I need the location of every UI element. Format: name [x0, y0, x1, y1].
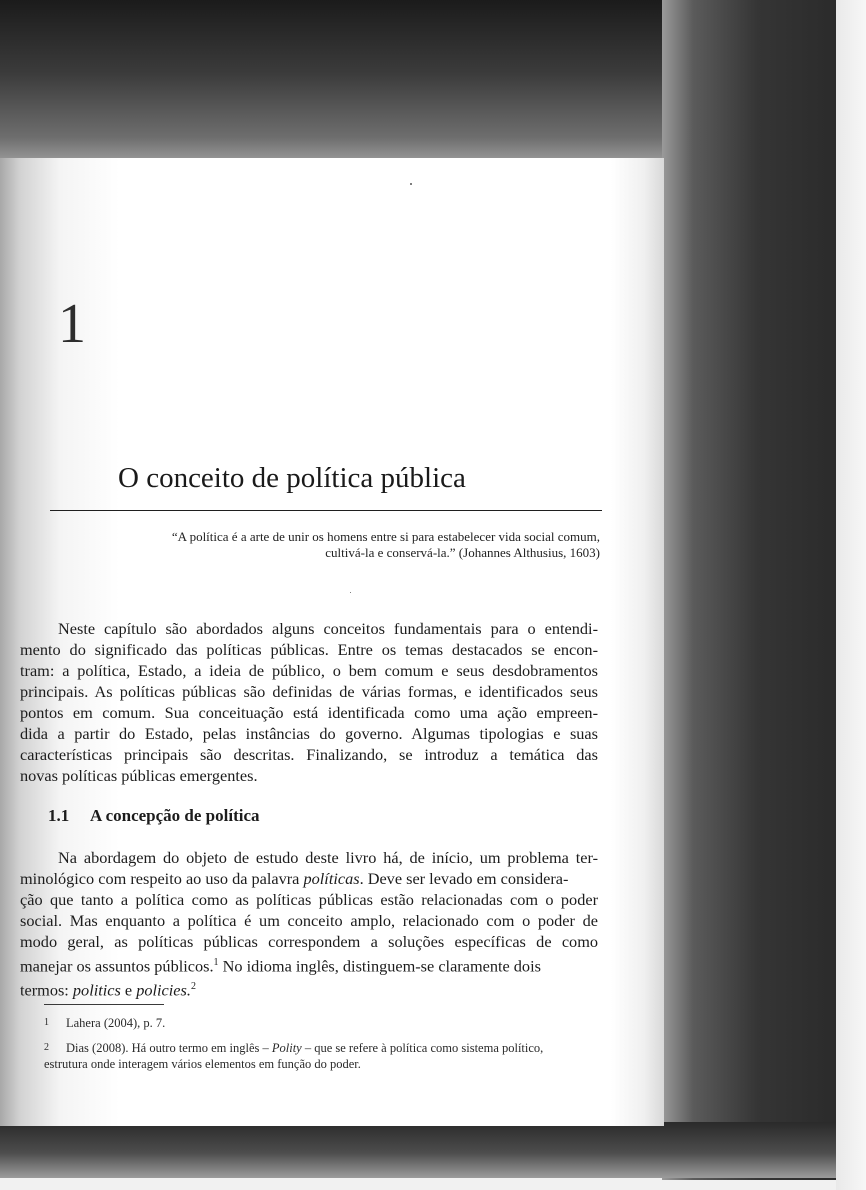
scan-speck [350, 592, 351, 593]
footnote-text: Lahera (2004), p. 7. [66, 1016, 166, 1030]
section-paragraph [20, 847, 598, 1001]
text-run: No idioma inglês, distinguem-se claramente dois [218, 956, 541, 976]
paragraph-line [20, 952, 598, 976]
scan-shadow-bottom [0, 1122, 836, 1178]
paragraph-line: social. Mas enquanto a política é um conceito amplo, relacionado com o poder de [20, 911, 598, 930]
paragraph-line: principais. As políticas públicas são definidas de várias formas, e identificados seus [20, 682, 598, 701]
paragraph-line: Neste capítulo são abordados alguns conceitos fundamentais para o entendi- [58, 619, 598, 638]
paragraph-line: tram: a política, Estado, a ideia de público, o bem comum e seus desdobramentos [20, 661, 598, 680]
epigraph [130, 529, 600, 561]
footnote-text: estrutura onde interagem vários elementos em função do poder. [44, 1057, 361, 1071]
footnote-ref: 1 [213, 957, 219, 968]
footnote-marker: 2 [44, 1042, 49, 1053]
paragraph-line: características principais são descritas. Finalizando, se introduz a temática das [20, 745, 598, 764]
paragraph-line: novas políticas públicas emergentes. [20, 766, 258, 785]
footnote-text: – que se refere à política como sistema político, [301, 1041, 544, 1055]
italic-term: policies. [136, 980, 191, 1000]
section-title: A concepção de política [90, 806, 260, 825]
title-rule [50, 510, 602, 511]
italic-term: políticas [303, 869, 360, 888]
section-number: 1.1 [48, 806, 70, 825]
paragraph-line [20, 976, 598, 1000]
footnote-marker: 1 [44, 1017, 49, 1028]
footnote [44, 1040, 604, 1072]
italic-term: Polity [271, 1041, 302, 1055]
paragraph-line: Na abordagem do objeto de estudo deste livro há, de início, um problema ter- [58, 848, 598, 867]
chapter-number: 1 [58, 293, 86, 355]
footnote-ref: 2 [190, 981, 196, 993]
paragraph-line [20, 868, 598, 889]
text-run: manejar os assuntos públicos. [20, 956, 214, 976]
footnote-rule [44, 1004, 164, 1005]
italic-term: politics [72, 980, 121, 1000]
epigraph-line: cultivá-la e conservá-la.” (Johannes Althusius, 1603) [325, 545, 600, 560]
text-run: e [120, 980, 137, 1000]
intro-paragraph [20, 618, 598, 786]
scan-shadow-right [662, 0, 836, 1180]
scan-margin-right [836, 0, 866, 1190]
scan-speck [410, 183, 412, 185]
text-run: . Deve ser levado em considera- [359, 869, 569, 888]
section-heading [48, 806, 260, 826]
paragraph-line: mento do significado das políticas públicas. Entre os temas destacados se encon- [20, 640, 598, 659]
paragraph-line: dida a partir do Estado, pelas instâncias do governo. Algumas tipologias e suas [20, 724, 598, 743]
epigraph-line: “A política é a arte de unir os homens entre si para estabelecer vida social comum, [171, 529, 600, 544]
paragraph-line: ção que tanto a política como as políticas públicas estão relacionadas com o poder [20, 890, 598, 909]
chapter-title: O conceito de política pública [118, 462, 466, 494]
text-run: termos: [20, 980, 73, 1000]
paragraph-line: pontos em comum. Sua conceituação está identificada como uma ação empreen- [20, 703, 598, 722]
footnote [44, 1015, 604, 1031]
paragraph-line: modo geral, as políticas públicas correspondem a soluções específicas de como [20, 932, 598, 951]
footnote-text: Dias (2008). Há outro termo em inglês – [66, 1041, 272, 1055]
text-run: minológico com respeito ao uso da palavra [20, 869, 304, 888]
